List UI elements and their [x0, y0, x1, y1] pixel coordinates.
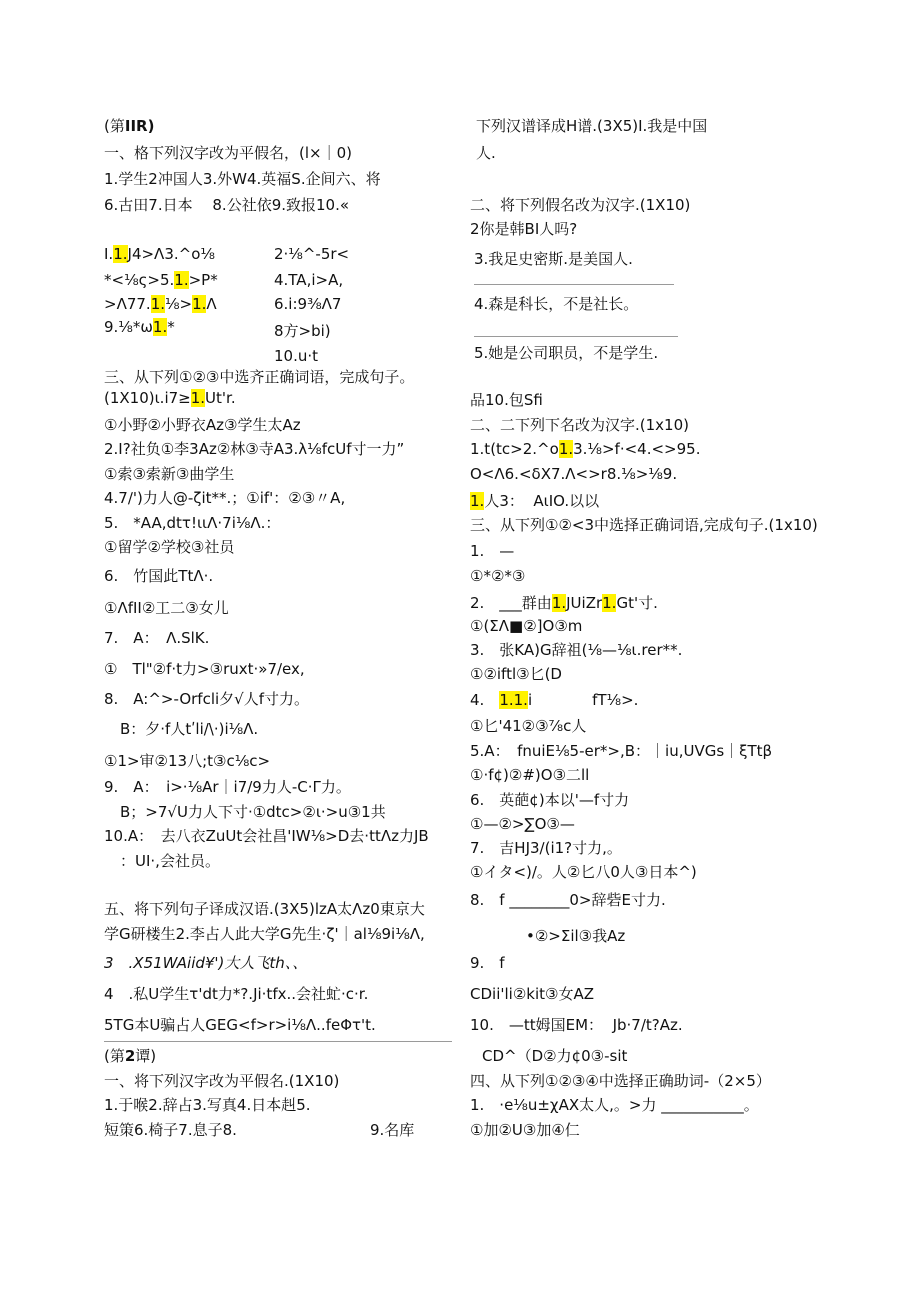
question-line: 5.A： fnuiE⅛5-er*>,B：｜iu,UVGs｜ξTtβ [470, 742, 773, 760]
lesson-2-heading: 一、将下列汉字改为平假名.(1X10) [104, 1072, 340, 1090]
question-line: •②>Σil③我Az [526, 927, 626, 945]
question-line: 9. A： i>·⅛Ar｜i7/9力人-C·Γ力。 [104, 778, 351, 796]
question-line: ①②iftl③匕(D [470, 665, 562, 683]
translation-line: 学G研楼生2.李占人此大学G先生·ζ'｜al⅛9i⅛Λ, [104, 925, 425, 943]
question-line: 6. 英葩¢)本以'—f寸力 [470, 791, 630, 809]
answer-rule [474, 284, 674, 285]
lesson-2-title: (第2谭) [104, 1047, 157, 1065]
section-divider [104, 1041, 452, 1042]
question-line: CDii'li②kit③女AZ [470, 985, 594, 1003]
answer-line-5-right: 10.u·t [274, 347, 319, 365]
translation-line: 3 .X51WAiid¥')大人飞th、、 [104, 954, 308, 972]
section-3-subline: (1X10)ι.i7≥1.Ut'r. [104, 389, 236, 407]
question-line: ①小野②小野衣Az③学生太Az [104, 416, 301, 434]
translation-heading-cont: 人. [476, 144, 496, 162]
answer-line: 2你是韩BI人吗? [470, 220, 578, 238]
section-4-heading: 四、从下列①②③④中选择正确助词-（2×5） [470, 1072, 771, 1090]
question-line: ①*②*③ [470, 567, 526, 585]
question-line: ①加②U③加④仁 [470, 1121, 580, 1139]
answer-line-1-right: 2·⅛^-5r< [274, 245, 350, 263]
lesson-1-title: (第IIR) [104, 117, 155, 135]
answer-line-3: >Λ77.1.⅛>1.Λ [104, 295, 217, 313]
question-line: ①·f¢)②#)O③二ll [470, 766, 590, 784]
question-line: 3. 张KA)G辞祖(⅛—⅛ι.rer**. [470, 641, 683, 659]
question-line: 7. A： Λ.SlK. [104, 629, 210, 647]
vocab-line: 短策6.椅子7.息子8. [104, 1121, 237, 1139]
question-line: 10.A： 去八衣ZuUt会社昌'IW⅛>D去·ttΛz力JB [104, 827, 429, 845]
question-line: 9. f [470, 954, 505, 972]
question-line: CD^（D②力¢0③-sit [482, 1047, 628, 1065]
question-line: 1. ·e⅛u±χAX太人,。>力 ___________。 [470, 1096, 759, 1114]
section-3-heading: 三、从下列①②③中选齐正确词语，完成句子。 [104, 368, 415, 386]
answer-line: 3.我足史密斯.是美国人. [474, 250, 633, 268]
answer-line-3-right: 6.i:9⅜Λ7 [274, 295, 342, 313]
question-line: ①1>审②13八;t③c⅛c> [104, 752, 271, 770]
answer-rule [474, 336, 678, 337]
question-line: ①匕'41②③⅞c人 [470, 717, 587, 735]
answer-line: 1.人3： AιIO.以以 [470, 492, 600, 510]
answer-line-4-right: 8方>bi) [274, 322, 331, 340]
answer-line-2-right: 4.TA,i>A, [274, 271, 344, 289]
section-2-heading: 二、将下列假名改为汉字.(1X10) [470, 196, 691, 214]
answer-line: 4.森是科长，不是社长。 [474, 295, 639, 313]
question-line: 5. *AA,dtτ!ιιΛ·7i⅛Λ.： [104, 514, 281, 532]
translation-line: 4 .私U学生τ'dt力*?.Ji·tfx..会社虻·c·r. [104, 985, 369, 1003]
question-line: 8. f ________0>辞砦E寸力. [470, 891, 666, 909]
vocab-line: 1.于喉2.辞占3.写真4.日本赳5. [104, 1096, 311, 1114]
question-line: 8. A:^>-Orfcli夕√人f寸力。 [104, 690, 310, 708]
question-line: ①留学②学校③社员 [104, 538, 235, 556]
section-1-heading: 一、格下列汉字改为平假名，(l×｜0) [104, 144, 352, 162]
section-3-heading-right: 三、从下列①②<3中选择正确词语,完成句子.(1x10) [470, 516, 818, 534]
question-line: ①イタ<)/。人②匕八0人③日本^) [470, 863, 697, 881]
question-line: 4.7∕')力人@-ζit**.；①if'：②③〃A, [104, 489, 346, 507]
question-line: B：夕·f人tʹli/\·)i⅛Λ. [120, 720, 259, 738]
question-line: 2. ___群由1.JUiZr1.Gt'寸. [470, 594, 658, 612]
answer-line-4: 9.⅛*ω1.* [104, 318, 175, 336]
question-line: ：UI·,会社员。 [120, 852, 220, 870]
answer-line: 5.她是公司职员，不是学生. [474, 344, 659, 362]
question-line: ① Tl"②f·t力>③ruxt·»7∕ex, [104, 660, 305, 678]
answer-line-1: I.1.J4>Λ3.^o⅛ [104, 245, 215, 263]
vocab-line-right: 9.名库 [370, 1121, 415, 1139]
section-heading: 二、二下列下名改为汉字.(1x10) [470, 416, 689, 434]
answer-line: O<Λ6.<δX7.Λ<>r8.⅛>⅛9. [470, 465, 678, 483]
question-line: 2.I?社负①李3Az②林③寺A3.λ⅛fcUf寸一力” [104, 440, 405, 458]
question-line: B；>7√U力人下寸·①dtc>②ι·>u③1共 [120, 803, 386, 821]
vocab-line-1: 1.学生2冲国人3.外W4.英福S.企间六、将 [104, 170, 381, 188]
section-5-heading: 五、将下列句子译成汉语.(3X5)lzA太Λz0東京大 [104, 900, 425, 918]
question-line: ①索③索新③曲学生 [104, 465, 235, 483]
question-line: 4. 1.1.i fT⅛>. [470, 691, 639, 709]
question-line: ①—②>∑O③— [470, 815, 575, 833]
translation-line: 5TG本U骗占人GEG<f>r>i⅛Λ..feΦτ't. [104, 1016, 376, 1034]
answer-line: 品10.包Sfi [470, 391, 543, 409]
question-line: 7. 吉HJ3∕(i1?寸力,。 [470, 839, 622, 857]
question-line: ①(ΣΛ■②]O③m [470, 617, 583, 635]
vocab-line-2: 6.古田7.日本 8.公社依9.致报10.« [104, 196, 350, 214]
question-line: 10. —tt姆国EM： Jb·7/t?Az. [470, 1016, 683, 1034]
translation-heading: 下列汉谱译成H谱.(3X5)I.我是中国 [476, 117, 708, 135]
answer-line: 1.t(tc>2.^o1.3.⅛>f·<4.<>95. [470, 440, 701, 458]
question-line: 6. 竹国此TtΛ·. [104, 567, 214, 585]
question-line: ①ΛfII②工二③女儿 [104, 599, 229, 617]
answer-line-2: *<⅛ς>5.1.>P* [104, 271, 218, 289]
question-line: 1. — [470, 542, 515, 560]
